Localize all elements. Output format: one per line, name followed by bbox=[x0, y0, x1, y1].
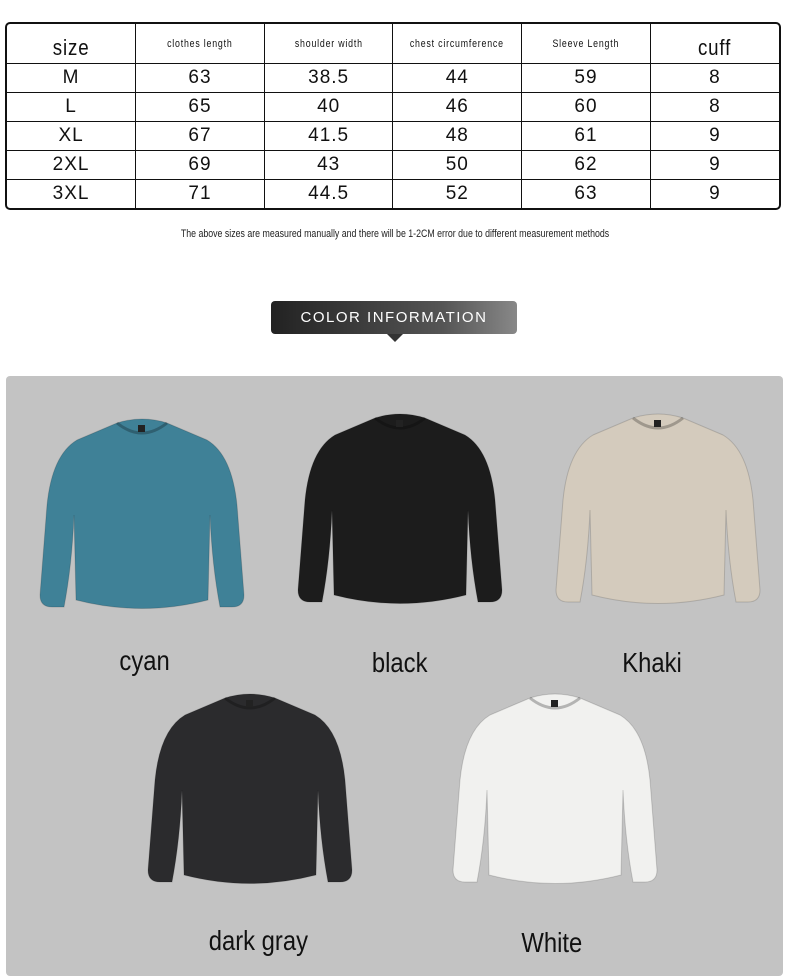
table-cell: 65 bbox=[136, 93, 265, 122]
header-clothes-length: clothes length bbox=[167, 37, 233, 50]
table-cell: 69 bbox=[136, 151, 265, 180]
table-cell: XL bbox=[7, 122, 136, 151]
sweater-image-white bbox=[445, 670, 665, 905]
table-row bbox=[7, 93, 779, 122]
color-label: dark gray bbox=[208, 925, 308, 956]
header-sleeve-length: Sleeve Length bbox=[552, 37, 620, 50]
table-cell: 40 bbox=[264, 93, 393, 122]
color-label: cyan bbox=[119, 645, 170, 676]
section-title: COLOR INFORMATION bbox=[271, 301, 517, 334]
header-size: size bbox=[17, 24, 126, 64]
table-cell: 63 bbox=[522, 180, 651, 208]
table-row bbox=[7, 180, 779, 208]
table-cell: 71 bbox=[136, 180, 265, 208]
sweater-image-khaki bbox=[548, 390, 768, 625]
sweater-image-dark-gray bbox=[140, 670, 360, 905]
table-cell: 61 bbox=[522, 122, 651, 151]
size-table bbox=[5, 22, 781, 210]
header-cuff: cuff bbox=[660, 24, 769, 64]
table-cell: 67 bbox=[136, 122, 265, 151]
table-cell: 9 bbox=[650, 122, 779, 151]
table-cell: 8 bbox=[650, 64, 779, 93]
table-cell: 62 bbox=[522, 151, 651, 180]
header-chest: chest circumference bbox=[410, 37, 505, 50]
table-cell: 3XL bbox=[7, 180, 136, 208]
color-label: Khaki bbox=[622, 647, 682, 678]
table-header-row bbox=[7, 24, 779, 64]
table-cell: L bbox=[7, 93, 136, 122]
measurement-note: The above sizes are measured manually and there will be 1-2CM error due to different measurement methods bbox=[180, 228, 610, 240]
table-cell: 52 bbox=[393, 180, 522, 208]
table-cell: 8 bbox=[650, 93, 779, 122]
color-label: White bbox=[521, 927, 583, 958]
table-cell: 60 bbox=[522, 93, 651, 122]
table-cell: 46 bbox=[393, 93, 522, 122]
table-cell: 44.5 bbox=[264, 180, 393, 208]
down-arrow-icon bbox=[387, 334, 403, 342]
table-cell: 9 bbox=[650, 180, 779, 208]
table-cell: M bbox=[7, 64, 136, 93]
table-cell: 41.5 bbox=[264, 122, 393, 151]
table-cell: 38.5 bbox=[264, 64, 393, 93]
table-cell: 48 bbox=[393, 122, 522, 151]
table-cell: 2XL bbox=[7, 151, 136, 180]
table-cell: 63 bbox=[136, 64, 265, 93]
sweater-image-cyan bbox=[32, 395, 252, 630]
color-label: black bbox=[371, 647, 428, 678]
table-cell: 44 bbox=[393, 64, 522, 93]
table-cell: 50 bbox=[393, 151, 522, 180]
table-cell: 59 bbox=[522, 64, 651, 93]
header-shoulder-width: shoulder width bbox=[294, 37, 363, 50]
table-row bbox=[7, 151, 779, 180]
table-row bbox=[7, 64, 779, 93]
table-row bbox=[7, 122, 779, 151]
table-cell: 43 bbox=[264, 151, 393, 180]
sweater-image-black bbox=[290, 390, 510, 625]
table-cell: 9 bbox=[650, 151, 779, 180]
